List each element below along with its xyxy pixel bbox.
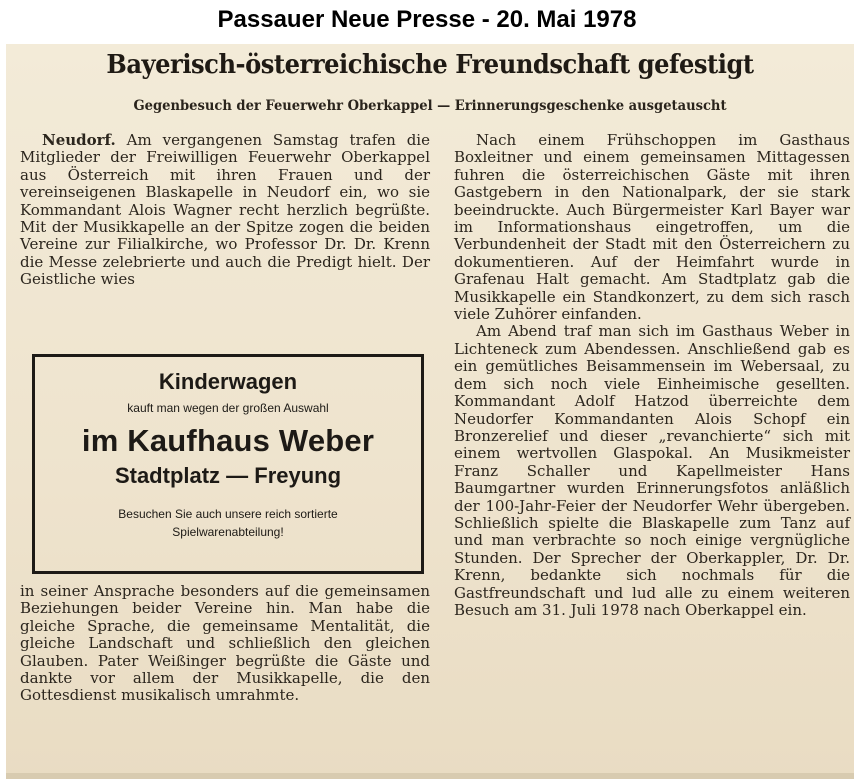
- article-column-right: [454, 132, 850, 619]
- article-left-continuation: in seiner Ansprache besonders auf die gemeinsamen Beziehungen beider Vereine hin. Man habe die gleiche Sprache, die gemeinsame Mentalität, die gleiche Landschaft und schließlich den gleichen Glauben. Pater Weißinger begrüßte die Gäste und dankte vor allem der Musikkapelle, die den Gottesdienst musikalisch umrahmte.: [20, 582, 430, 705]
- ad-note: [35, 505, 421, 541]
- article-subheadline: Gegenbesuch der Feuerwehr Oberkappel — Erinnerungsgeschenke ausgetauscht: [133, 98, 727, 114]
- advertisement-box: [32, 354, 424, 574]
- article-intro-text: Am vergangenen Samstag trafen die Mitglieder der Freiwilligen Feuerwehr Oberkappel aus Österreich mit ihren Frauen und der vereinseigenen Blaskapelle in Neudorf ein, wo sie Kommandant Alois Wagner recht herzlich begrüßte. Mit der Musikkapelle an der Spitze zogen die beiden Vereine zur Filialkirche, wo Professor Dr. Dr. Krenn die Messe zelebrierte und auch die Predigt hielt. Der Geistliche wies: [20, 131, 430, 289]
- clipping-bottom-edge: [6, 773, 854, 779]
- ad-note-line-2: Spielwarenabteilung!: [172, 525, 284, 539]
- article-column-left-bottom: [20, 583, 430, 705]
- ad-tagline: kauft man wegen der großen Auswahl: [127, 401, 329, 415]
- ad-address: Stadtplatz — Freyung: [114, 463, 342, 488]
- article-paragraph-evening: Am Abend traf man sich im Gasthaus Weber in Lichteneck zum Abendessen. Anschließend gab es ein gemütliches Beisammensein im Webersaal, zu dem sich noch viele Einheimische gesellten. Kommandant Adolf Hatzod überreichte dem Neudorfer Kommandanten Alois Schopf ein Bronzerelief und dieser „revanchierte“ sich mit einem wertvollen Glaspokal. An Musikmeister Franz Schaller und Kapellmeister Hans Baumgartner wurden Erinnerungsfotos anläßlich der 100-Jahr-Feier der Neudorfer Wehr übergeben. Schließlich spielte die Blaskapelle zum Tanz auf und man verbrachte so noch einige vergnügliche Stunden. Der Sprecher der Oberkappler, Dr. Dr. Krenn, bedankte sich nochmals für die Gastfreundschaft und lud alle zu einem weiteren Besuch am 31. Juli 1978 nach Oberkappel ein.: [454, 322, 850, 619]
- article-headline: Bayerisch-österreichische Freundschaft gefestigt: [106, 50, 754, 80]
- ad-note-line-1: Besuchen Sie auch unsere reich sortierte: [118, 507, 338, 521]
- clipping-caption: Passauer Neue Presse - 20. Mai 1978: [217, 6, 637, 33]
- article-paragraph-trip: Nach einem Frühschoppen im Gasthaus Boxleitner und einem gemeinsamen Mittagessen fuhren die österreichischen Gäste mit ihren Gastgebern in den Nationalpark, der sie stark beeindruckte. Auch Bürgermeister Karl Bayer war im Informationshaus eingetroffen, um die Verbundenheit der Stadt mit den Österreichern zu dokumentieren. Auf der Heimfahrt wurde in Grafenau Halt gemacht. Am Stadtplatz gab die Musikkapelle ein Standkonzert, zu dem sich rasch viele Zuhörer einfanden.: [454, 131, 850, 324]
- newspaper-clipping: [6, 44, 854, 779]
- ad-title: Kinderwagen: [158, 369, 298, 394]
- ad-store-name: im Kaufhaus Weber: [81, 423, 375, 458]
- article-column-left-top: [20, 132, 430, 289]
- article-dateline: Neudorf.: [42, 131, 116, 149]
